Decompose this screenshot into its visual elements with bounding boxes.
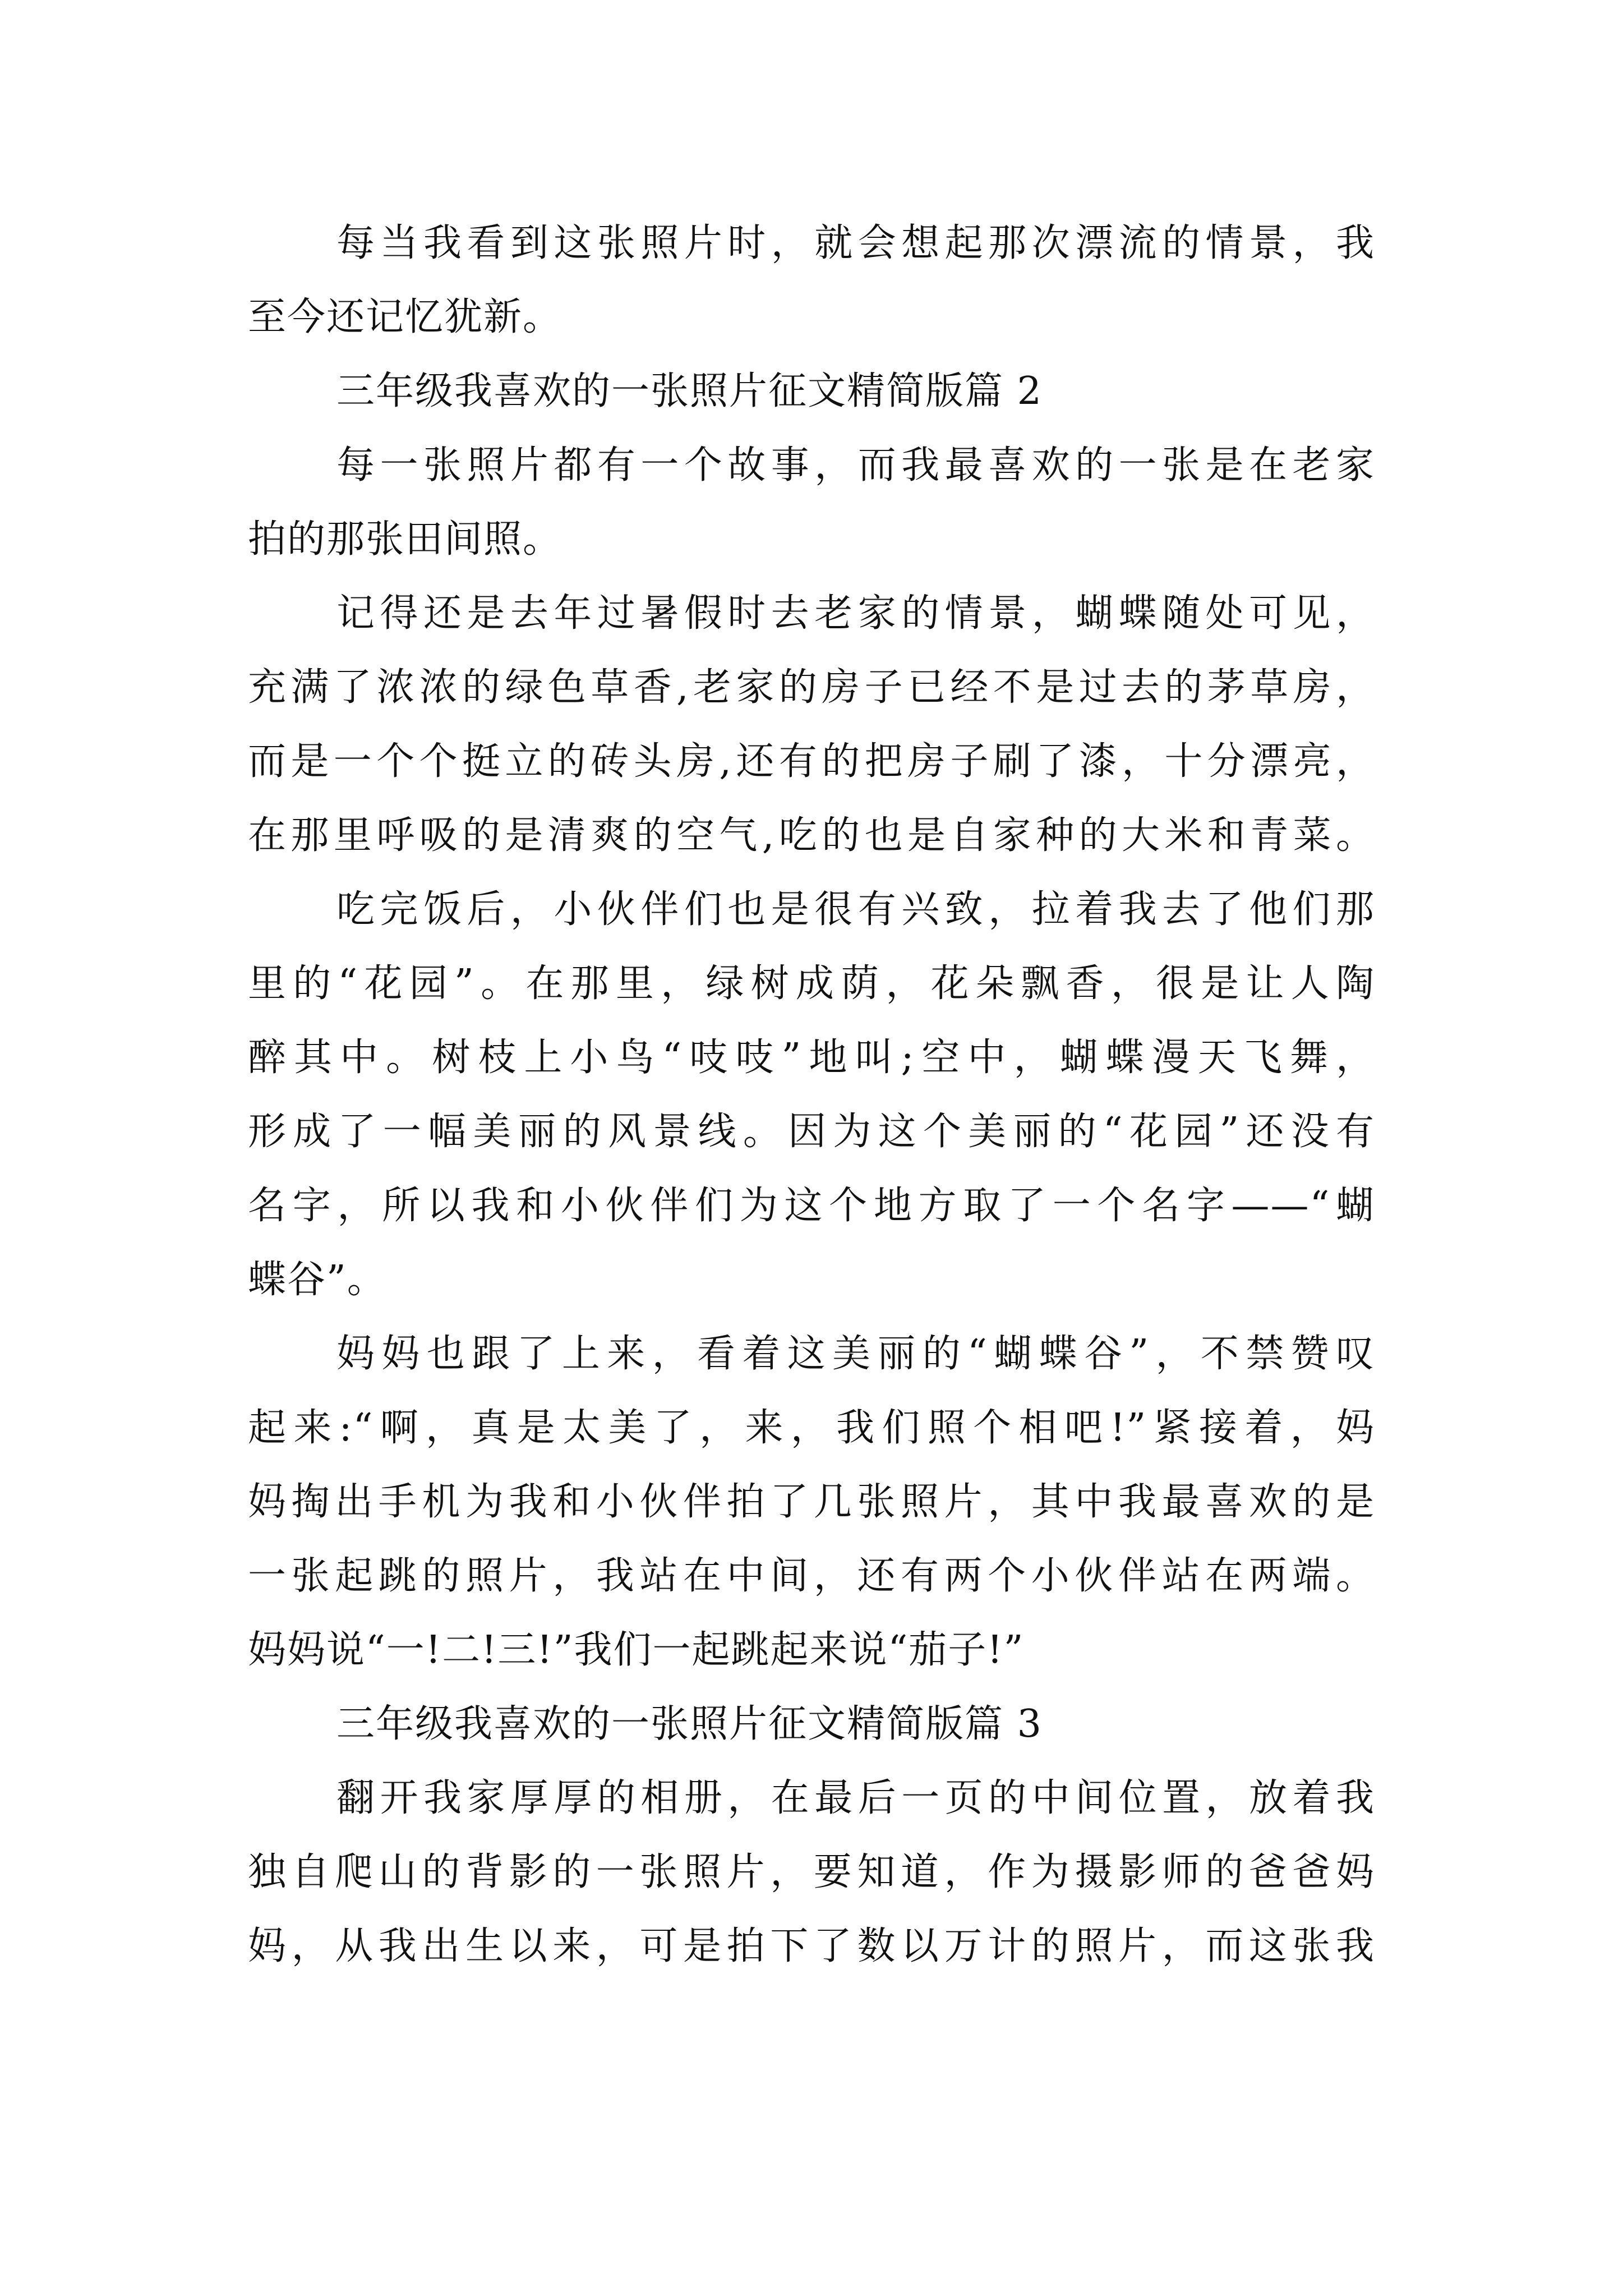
paragraph-line: 充满了浓浓的绿色草香,老家的房子已经不是过去的茅草房， — [248, 665, 1375, 710]
section-heading: 三年级我喜欢的一张照片征文精简版篇 3 — [336, 1702, 1043, 1746]
paragraph-line: 形成了一幅美丽的风景线。因为这个美丽的“花园”还没有 — [248, 1110, 1375, 1154]
paragraph-line: 独自爬山的背影的一张照片，要知道，作为摄影师的爸爸妈 — [248, 1850, 1375, 1894]
section-heading: 三年级我喜欢的一张照片征文精简版篇 2 — [336, 369, 1043, 413]
paragraph-line: 妈妈说“一!二!三!”我们一起跳起来说“茄子!” — [248, 1628, 1025, 1672]
paragraph-line: 里的“花园”。在那里，绿树成荫，花朵飘香，很是让人陶 — [248, 961, 1375, 1006]
paragraph-line: 而是一个个挺立的砖头房,还有的把房子刷了漆，十分漂亮， — [248, 739, 1375, 784]
paragraph-line: 每当我看到这张照片时，就会想起那次漂流的情景，我 — [336, 221, 1375, 265]
paragraph-line: 名字，所以我和小伙伴们为这个地方取了一个名字——“蝴 — [248, 1184, 1375, 1228]
paragraph-line: 妈妈也跟了上来，看着这美丽的“蝴蝶谷”，不禁赞叹 — [336, 1332, 1375, 1376]
paragraph-line: 醉其中。树枝上小鸟“吱吱”地叫;空中，蝴蝶漫天飞舞， — [248, 1036, 1375, 1080]
paragraph-line: 一张起跳的照片，我站在中间，还有两个小伙伴站在两端。 — [248, 1554, 1375, 1598]
paragraph-line: 妈，从我出生以来，可是拍下了数以万计的照片，而这张我 — [248, 1924, 1375, 1968]
paragraph-line: 吃完饭后，小伙伴们也是很有兴致，拉着我去了他们那 — [336, 887, 1375, 932]
paragraph-line: 在那里呼吸的是清爽的空气,吃的也是自家种的大米和青菜。 — [248, 813, 1375, 858]
paragraph-line: 拍的那张田间照。 — [248, 517, 562, 562]
paragraph-line: 蝶谷”。 — [248, 1258, 386, 1302]
paragraph-line: 至今还记忆犹新。 — [248, 295, 562, 339]
paragraph-line: 每一张照片都有一个故事，而我最喜欢的一张是在老家 — [336, 443, 1375, 487]
paragraph-line: 记得还是去年过暑假时去老家的情景，蝴蝶随处可见， — [336, 591, 1375, 636]
paragraph-line: 妈掏出手机为我和小伙伴拍了几张照片，其中我最喜欢的是 — [248, 1480, 1375, 1524]
paragraph-line: 起来:“啊，真是太美了，来，我们照个相吧!”紧接着，妈 — [248, 1406, 1375, 1450]
paragraph-line: 翻开我家厚厚的相册，在最后一页的中间位置，放着我 — [336, 1776, 1375, 1820]
